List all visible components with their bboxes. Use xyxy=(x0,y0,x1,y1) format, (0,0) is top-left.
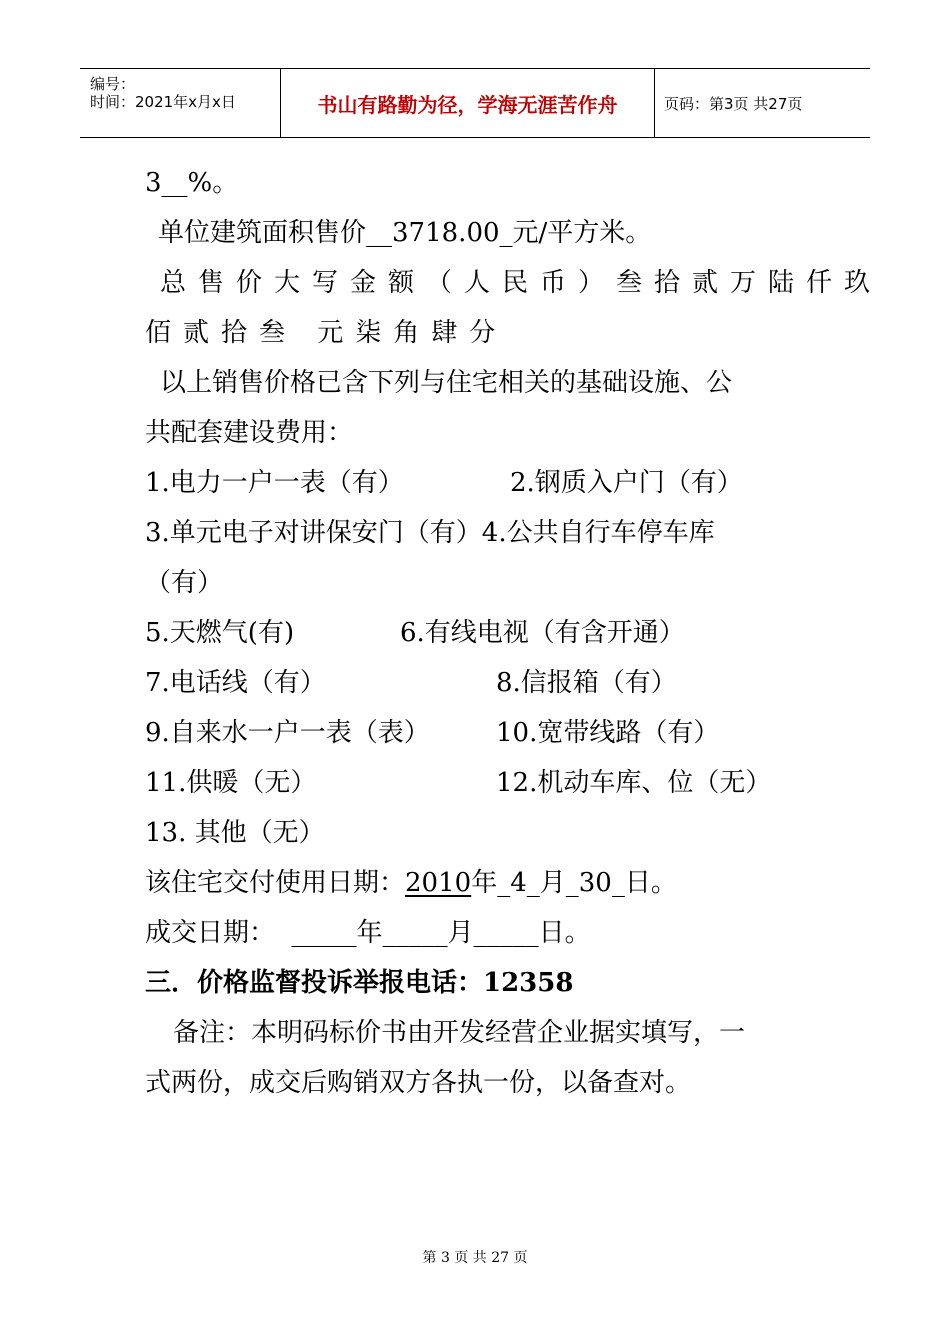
percent-line xyxy=(145,168,238,198)
deal-date-line xyxy=(145,918,591,948)
delivery-day: _30_ xyxy=(565,868,625,898)
month-label: 月 xyxy=(447,918,474,948)
total-price-line-cont: 佰贰拾叁 元柒角肆分 xyxy=(145,318,508,348)
day-label: 日。 xyxy=(538,918,591,948)
delivery-year: 2010 xyxy=(405,868,472,898)
deal-day-blank: _____ xyxy=(473,918,539,948)
facility-item: 13. 其他（无） xyxy=(145,818,325,848)
deal-month-blank: _____ xyxy=(382,918,448,948)
included-facilities-intro: 以上销售价格已含下列与住宅相关的基础设施、公 xyxy=(160,368,733,398)
remark-text-cont: 式两份，成交后购销双方各执一份，以备查对。 xyxy=(145,1068,692,1098)
year-label: 年 xyxy=(471,868,498,898)
delivery-month: _4_ xyxy=(497,868,540,898)
facility-item: 12.机动车库、位（无） xyxy=(496,768,772,798)
percent-value: 3__%。 xyxy=(145,168,239,198)
day-label: 日。 xyxy=(624,868,677,898)
included-facilities-intro-cont: 共配套建设费用： xyxy=(145,418,354,448)
unit-price-label: 单位建筑面积售价 xyxy=(158,218,367,248)
facility-item: 7.电话线（有） xyxy=(145,668,326,698)
facility-item: 6.有线电视（有含开通） xyxy=(400,618,685,648)
facility-item: 10.宽带线路（有） xyxy=(496,718,720,748)
facility-item: 5.天燃气(有) xyxy=(145,618,295,648)
header-motto: 书山有路勤为径，学海无涯苦作舟 xyxy=(317,92,618,117)
facility-item: 11.供暖（无） xyxy=(145,768,317,798)
month-label: 月 xyxy=(539,868,566,898)
facility-item: 9.自来水一户一表（表） xyxy=(145,718,430,748)
total-price-line: 总售价大写金额（人民币）叁拾贰万陆仟玖 xyxy=(160,268,883,298)
unit-price-unit: 元/平方米。 xyxy=(512,218,652,248)
year-label: 年 xyxy=(356,918,383,948)
facility-item: 1.电力一户一表（有） xyxy=(145,468,404,498)
facility-item: 3.单元电子对讲保安门（有）4.公共自行车停车库 xyxy=(145,518,715,548)
header-divider xyxy=(654,69,655,137)
header-page-info: 页码：第3页 共27页 xyxy=(664,94,803,113)
unit-price-value: __3718.00_ xyxy=(366,218,513,248)
facility-item-cont: （有） xyxy=(145,568,224,598)
facility-item: 8.信报箱（有） xyxy=(496,668,677,698)
section-3-heading: 三．价格监督投诉举报电话：12358 xyxy=(145,968,574,998)
remark-text: 备注：本明码标价书由开发经营企业据实填写，一 xyxy=(173,1018,746,1048)
delivery-date-label: 该住宅交付使用日期： xyxy=(145,868,406,898)
deal-year-blank: _____ xyxy=(291,918,357,948)
header-meta xyxy=(80,69,280,137)
doc-number-label: 编号： xyxy=(90,75,136,93)
unit-price-line xyxy=(158,218,651,248)
delivery-date-line xyxy=(145,868,677,898)
deal-date-label: 成交日期： xyxy=(145,918,276,948)
page-header xyxy=(80,68,870,138)
facility-item: 2.钢质入户门（有） xyxy=(510,468,743,498)
doc-time-label: 时间：2021年x月x日 xyxy=(90,93,236,111)
page-footer: 第 3 页 共 27 页 xyxy=(422,1250,528,1266)
